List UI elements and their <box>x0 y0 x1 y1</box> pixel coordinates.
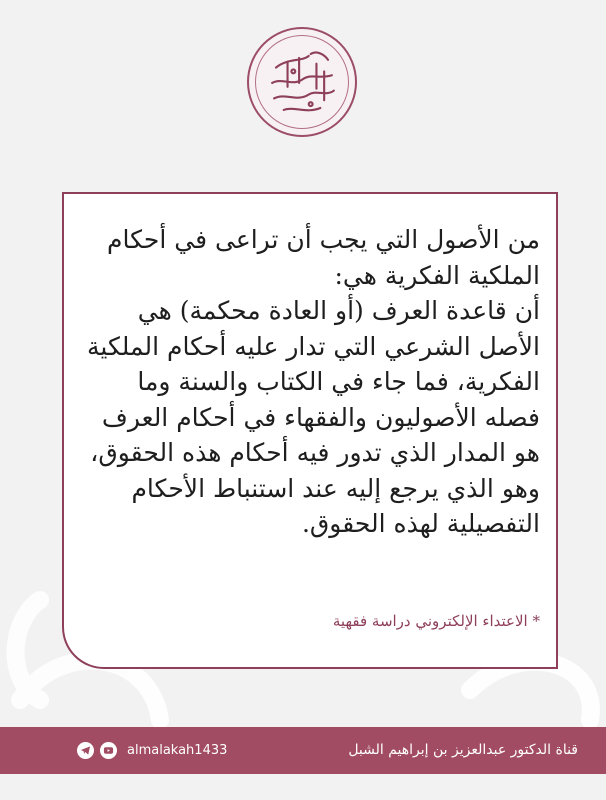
source-note: * الاعتداء الإلكتروني دراسة فقهية <box>332 612 540 630</box>
channel-name: قناة الدكتور عبدالعزيز بن إبراهيم الشبل <box>348 742 578 758</box>
channel-handle[interactable]: almalakah1433 <box>127 743 228 758</box>
quote-body: أن قاعدة العرف (أو العادة محكمة) هي الأصل الشرعي التي تدار عليه أحكام الملكية الفكرية، فما جاء في الكتاب والسنة وما فصله الأصوليون والفقهاء في أحكام العرف هو المدار الذي تدور فيه أحكام هذه الحقوق، وهو الذي يرجع إليه عند استنباط الأحكام التفصيلية لهذه الحقوق. <box>87 296 540 538</box>
bottom-strip <box>0 774 606 800</box>
quote-heading: من الأصول التي يجب أن تراعى في أحكام الملكية الفكرية هي: <box>107 225 540 290</box>
quote-card <box>62 192 558 669</box>
seal-calligraphy <box>249 29 355 135</box>
quote-text <box>84 222 540 542</box>
logo-seal <box>247 27 357 137</box>
youtube-icon[interactable] <box>100 742 117 759</box>
social-links <box>77 727 227 774</box>
footer-bar <box>0 727 606 774</box>
telegram-icon[interactable] <box>77 742 94 759</box>
